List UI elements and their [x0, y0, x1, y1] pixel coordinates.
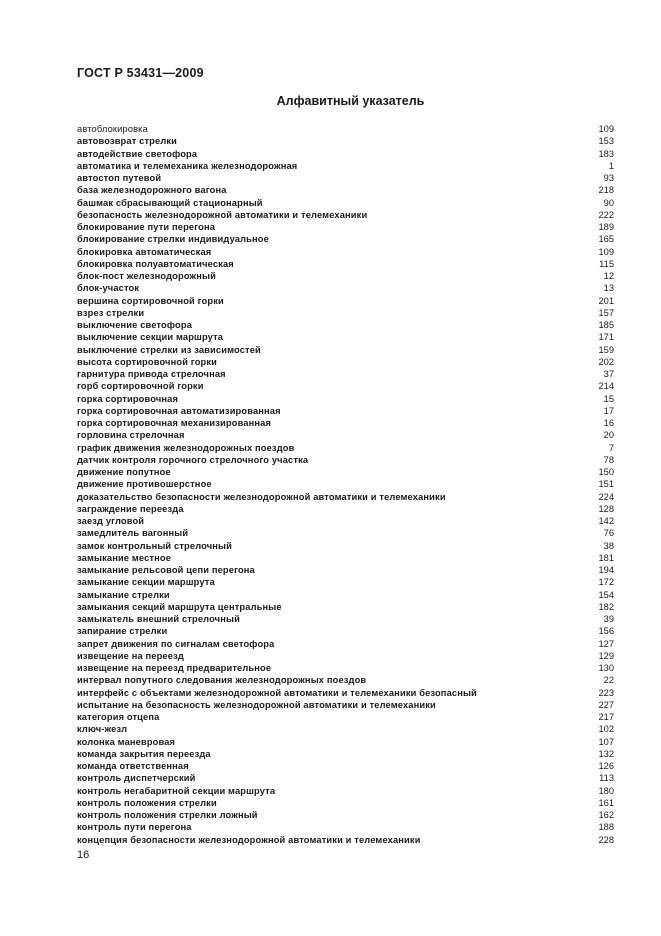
index-page-ref: 1: [608, 160, 614, 171]
index-term: интерфейс с объектами железнодорожной автоматики и телемеханики безопасный: [77, 687, 477, 698]
index-page-ref: 153: [598, 136, 614, 147]
index-term: замыкания секций маршрута центральные: [77, 601, 282, 612]
index-entry: [77, 748, 614, 760]
index-page-ref: 194: [598, 565, 614, 575]
index-term: горка сортировочная: [77, 393, 179, 404]
index-entry: [77, 687, 614, 699]
index-page-ref: 154: [598, 589, 614, 600]
index-entry: [77, 809, 614, 821]
index-term: датчик контроля горочного стрелочного участка: [77, 454, 309, 465]
index-page-ref: 127: [598, 638, 614, 649]
index-entry: [77, 650, 614, 662]
index-term: блок-пост железнодорожный: [77, 271, 217, 281]
page-number: 16: [77, 849, 90, 861]
index-term: автоматика и телемеханика железнодорожная: [77, 160, 298, 171]
index-term: запирание стрелки: [77, 626, 168, 637]
index-page-ref: 37: [603, 369, 614, 379]
index-entry: [77, 123, 614, 135]
index-page-ref: 39: [603, 614, 614, 624]
index-page-ref: 78: [603, 454, 614, 465]
index-page-ref: 182: [598, 601, 614, 612]
index-entry: [77, 552, 614, 564]
index-term: вершина сортировочной горки: [77, 295, 224, 306]
index-term: испытание на безопасность железнодорожной автоматики и телемеханики: [77, 699, 436, 710]
index-entry: [77, 797, 614, 809]
index-page-ref: 128: [598, 503, 614, 514]
index-entry: [77, 331, 614, 343]
index-entry: [77, 723, 614, 735]
index-entry: [77, 527, 614, 539]
index-entry: [77, 160, 614, 172]
index-term: контроль положения стрелки: [77, 797, 217, 808]
index-entry: [77, 625, 614, 637]
index-page-ref: 93: [603, 173, 614, 183]
index-entry: [77, 699, 614, 711]
index-term: автостоп путевой: [77, 173, 162, 183]
index-entry: [77, 148, 614, 160]
index-page-ref: 90: [603, 197, 614, 208]
index-page-ref: 113: [599, 773, 614, 784]
index-page-ref: 13: [603, 283, 614, 294]
index-term: контроль диспетчерский: [77, 773, 196, 784]
index-page-ref: 109: [598, 246, 614, 257]
index-page-ref: 162: [598, 810, 614, 820]
index-page-ref: 151: [598, 479, 614, 490]
index-page-ref: 38: [603, 540, 614, 551]
index-page-ref: 223: [598, 687, 614, 698]
index-entry: [77, 282, 614, 294]
index-page-ref: 228: [598, 834, 614, 845]
index-page-ref: 102: [598, 724, 614, 735]
index-page-ref: 171: [598, 332, 614, 343]
index-term: замок контрольный стрелочный: [77, 540, 232, 551]
index-entry: [77, 736, 614, 748]
index-page-ref: 130: [598, 663, 614, 673]
index-page-ref: 7: [608, 442, 614, 453]
index-entry: [77, 540, 614, 552]
index-page-ref: 17: [603, 405, 614, 416]
index-term: команда ответственная: [77, 761, 189, 771]
index-entry: [77, 209, 614, 221]
index-entry: [77, 307, 614, 319]
index-entry: [77, 503, 614, 515]
index-entry: [77, 613, 614, 625]
index-page-ref: 227: [598, 699, 614, 710]
index-term: автодействие светофора: [77, 148, 198, 159]
index-term: интервал попутного следования железнодорожных поездов: [77, 675, 367, 686]
index-term: автовозврат стрелки: [77, 136, 178, 147]
index-page-ref: 109: [598, 124, 614, 134]
index-page-ref: 126: [598, 761, 614, 771]
index-entry: [77, 785, 614, 797]
index-term: контроль негабаритной секции маршрута: [77, 785, 276, 796]
index-page-ref: 214: [598, 381, 614, 392]
index-term: высота сортировочной горки: [77, 356, 218, 367]
index-page-ref: 188: [598, 822, 614, 833]
index-page-ref: 181: [598, 552, 614, 563]
index-page-ref: 189: [598, 222, 614, 232]
index-term: замедлитель вагонный: [77, 528, 189, 539]
index-page-ref: 22: [603, 675, 614, 686]
index-entry: [77, 662, 614, 674]
index-term: категория отцепа: [77, 712, 160, 722]
index-page-ref: 218: [598, 185, 614, 196]
index-term: блокирование стрелки индивидуальное: [77, 234, 269, 245]
index-term: замыкание рельсовой цепи перегона: [77, 565, 255, 575]
index-entry: [77, 417, 614, 429]
index-page-ref: 201: [598, 295, 614, 306]
index-term: запрет движения по сигналам светофора: [77, 638, 275, 649]
page-title: Алфавитный указатель: [276, 94, 425, 108]
index-entry: [77, 589, 614, 601]
index-term: взрез стрелки: [77, 307, 145, 318]
index-term: концепция безопасности железнодорожной автоматики и телемеханики: [77, 834, 421, 845]
index-entry: [77, 184, 614, 196]
index-entry: [77, 380, 614, 392]
index-page-ref: 150: [598, 467, 614, 477]
index-term: выключение секции маршрута: [77, 332, 224, 343]
index-term: движение попутное: [77, 467, 171, 477]
index-term: база железнодорожного вагона: [77, 185, 227, 196]
index-entry: [77, 515, 614, 527]
index-entry: [77, 772, 614, 784]
index-term: гарнитура привода стрелочная: [77, 369, 226, 379]
index-page-ref: 224: [598, 491, 614, 502]
index-entry: [77, 821, 614, 833]
index-term: выключение светофора: [77, 320, 193, 330]
index-term: блок-участок: [77, 283, 140, 294]
index-entry: [77, 834, 614, 846]
index-term: горловина стрелочная: [77, 430, 185, 441]
index-term: выключение стрелки из зависимостей: [77, 344, 261, 355]
index-page-ref: 222: [598, 209, 614, 220]
index-page-ref: 157: [598, 307, 614, 318]
index-entry: [77, 564, 614, 576]
index-entry: [77, 466, 614, 478]
index-term: горка сортировочная автоматизированная: [77, 405, 281, 416]
index-page-ref: 183: [598, 148, 614, 159]
index-term: автоблокировка: [77, 124, 148, 134]
index-page-ref: 165: [598, 234, 614, 245]
index-page-ref: 107: [598, 736, 614, 747]
index-page-ref: 202: [598, 356, 614, 367]
index-term: движение противошерстное: [77, 479, 212, 490]
index-page-ref: 156: [598, 626, 614, 637]
index-term: блокировка автоматическая: [77, 246, 212, 257]
index-entry: [77, 638, 614, 650]
index-entry: [77, 356, 614, 368]
index-page-ref: 180: [598, 785, 614, 796]
index-term: блокирование пути перегона: [77, 222, 216, 232]
index-entry: [77, 576, 614, 588]
index-entry: [77, 601, 614, 613]
index-entry: [77, 270, 614, 282]
index-term: доказательство безопасности железнодорожной автоматики и телемеханики: [77, 491, 446, 502]
index-entry: [77, 674, 614, 686]
index-page-ref: 161: [598, 797, 614, 808]
index-entry: [77, 429, 614, 441]
index-term: замыкание стрелки: [77, 589, 170, 600]
index-entry: [77, 491, 614, 503]
index-term: команда закрытия переезда: [77, 748, 211, 759]
index-page-ref: 12: [603, 271, 614, 281]
index-entry: [77, 295, 614, 307]
index-page-ref: 16: [603, 418, 614, 428]
index-term: блокировка полуавтоматическая: [77, 258, 234, 269]
index-page-ref: 142: [598, 516, 614, 526]
index-entry: [77, 319, 614, 331]
index-term: заграждение переезда: [77, 503, 184, 514]
index-entry: [77, 135, 614, 147]
index-entry: [77, 221, 614, 233]
index-entry: [77, 368, 614, 380]
index-page-ref: 115: [599, 258, 614, 269]
index-term: извещение на переезд предварительное: [77, 663, 272, 673]
index-entry: [77, 478, 614, 490]
index-entry: [77, 442, 614, 454]
index-entry: [77, 454, 614, 466]
index-page-ref: 76: [603, 528, 614, 539]
index-term: замыкание секции маршрута: [77, 577, 215, 588]
index-entry: [77, 172, 614, 184]
index-page-ref: 159: [598, 344, 614, 355]
index-term: замыкатель внешний стрелочный: [77, 614, 240, 624]
index-entry: [77, 197, 614, 209]
index-term: безопасность железнодорожной автоматики и телемеханики: [77, 209, 368, 220]
alphabetical-index: [77, 123, 614, 846]
index-entry: [77, 258, 614, 270]
index-page-ref: 217: [598, 712, 614, 722]
index-entry: [77, 711, 614, 723]
index-term: замыкание местное: [77, 552, 172, 563]
index-term: контроль пути перегона: [77, 822, 192, 833]
index-entry: [77, 233, 614, 245]
index-term: колонка маневровая: [77, 736, 176, 747]
index-entry: [77, 393, 614, 405]
index-entry: [77, 344, 614, 356]
index-term: заезд угловой: [77, 516, 145, 526]
index-term: контроль положения стрелки ложный: [77, 810, 258, 820]
index-entry: [77, 760, 614, 772]
index-term: извещение на переезд: [77, 650, 184, 661]
index-term: горка сортировочная механизированная: [77, 418, 272, 428]
index-page-ref: 20: [603, 430, 614, 441]
index-term: горб сортировочной горки: [77, 381, 204, 392]
index-entry: [77, 405, 614, 417]
index-page-ref: 15: [603, 393, 614, 404]
index-entry: [77, 246, 614, 258]
index-page-ref: 185: [598, 320, 614, 330]
index-page-ref: 132: [598, 748, 614, 759]
document-header: ГОСТ Р 53431—2009: [77, 66, 204, 80]
index-term: башмак сбрасывающий стационарный: [77, 197, 263, 208]
index-page-ref: 172: [598, 577, 614, 588]
index-term: график движения железнодорожных поездов: [77, 442, 295, 453]
index-term: ключ-жезл: [77, 724, 128, 735]
index-page-ref: 129: [598, 650, 614, 661]
